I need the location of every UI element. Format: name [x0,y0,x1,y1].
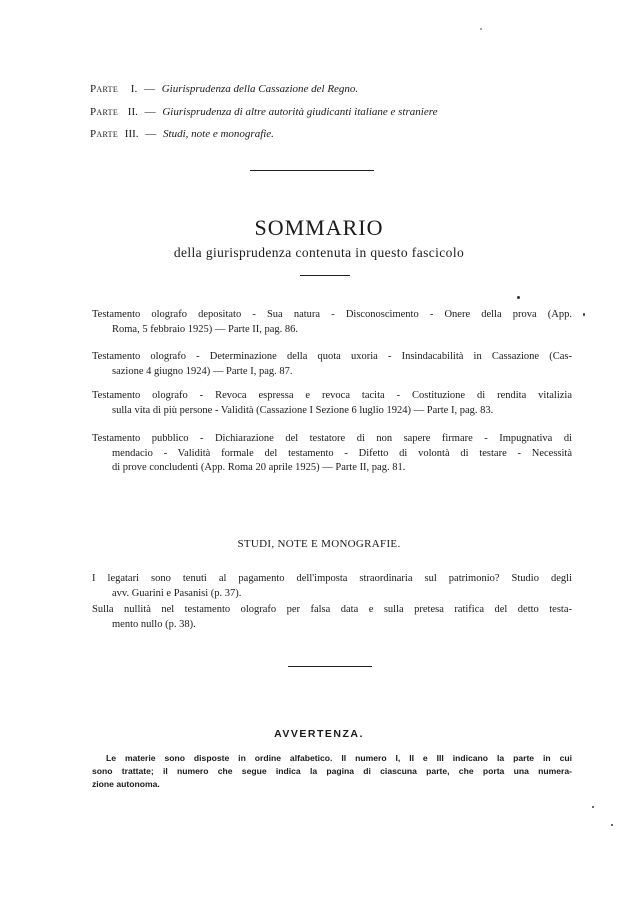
parte-number: II. [127,106,138,118]
parte-dash: — [144,106,156,118]
entry-line: Roma, 5 febbraio 1925) — Parte II, pag. 86. [112,323,299,335]
parte-line-2 [90,105,437,119]
avvertenza-line: sono trattate; il numero che segue indica la pagina di ciascuna parte, che porta una numera- [92,766,572,776]
parte-label: Parte [90,83,119,95]
divider-rule-short [300,275,350,276]
studi-line: Sulla nullità nel testamento olografo per falsa data e sulla pretesa ratifica del detto testa- [92,604,572,615]
scan-speck [592,806,594,808]
studi-item-1 [92,572,572,601]
parte-dash: — [145,128,157,140]
entry-line: Testamento olografo - Revoca espressa e revoca tacita - Costituzione di rendita vitalizia [92,390,572,401]
entry-line: Testamento pubblico - Dichiarazione del testatore di non sapere firmare - Impugnativa di [92,433,572,444]
studi-heading: STUDI, NOTE E MONOGRAFIE. [237,538,401,550]
scan-speck [611,824,613,826]
parte-title: Studi, note e monografie. [163,128,274,140]
avvertenza-heading: AVVERTENZA. [274,728,364,740]
entry-line: sazione 4 giugno 1924) — Parte I, pag. 87. [112,365,293,377]
parte-label: Parte [90,106,119,118]
studi-line: I legatari sono tenuti al pagamento dell'imposta straordinaria sul patrimonio? Studio degli [92,573,572,584]
page-subtitle: della giurisprudenza contenuta in questo fascicolo [173,245,465,260]
parte-label: Parte [90,128,119,140]
studi-item-2 [92,603,572,632]
studi-line: mento nullo (p. 38). [112,618,196,630]
parte-title: Giurisprudenza di altre autorità giudicanti italiane e straniere [162,106,438,118]
divider-rule-top [250,170,374,171]
entry-line: sulla vita di più persone - Validità (Cassazione I Sezione 6 luglio 1924) — Parte I, pag. 83. [112,404,494,416]
sommario-entry-4 [92,432,572,476]
parte-dash: — [143,83,155,95]
avvertenza-line: zione autonoma. [92,779,160,789]
avvertenza-line: Le materie sono disposte in ordine alfabetico. Il numero I, II e III indicano la parte in cui [106,753,572,763]
entry-line: di prove concludenti (App. Roma 20 aprile 1925) — Parte II, pag. 81. [112,462,406,473]
divider-rule-bottom [288,666,372,667]
parte-title: Giurisprudenza della Cassazione del Regno. [161,83,359,95]
sommario-entry-2 [92,350,572,379]
scan-speck [480,28,482,30]
entry-line: Testamento olografo depositato - Sua natura - Disconoscimento - Onere della prova (App. [92,309,572,320]
entry-line: Testamento olografo - Determinazione della quota uxoria - Insindacabilità in Cassazione (Cas- [92,351,572,362]
page-title: SOMMARIO [254,215,384,240]
entry-line: mendacio - Validità formale del testamento - Difetto di volontà di testare - Necessità [112,447,572,459]
studi-line: avv. Guarini e Pasanisi (p. 37). [112,587,242,599]
parte-number: I. [130,83,138,95]
parte-number: III. [124,128,139,140]
scan-speck [517,296,520,299]
scan-speck [583,313,585,316]
parte-line-1 [90,82,358,96]
avvertenza-text [92,752,572,791]
parte-line-3 [90,127,274,141]
sommario-entry-3 [92,389,572,418]
sommario-entry-1 [92,308,572,337]
